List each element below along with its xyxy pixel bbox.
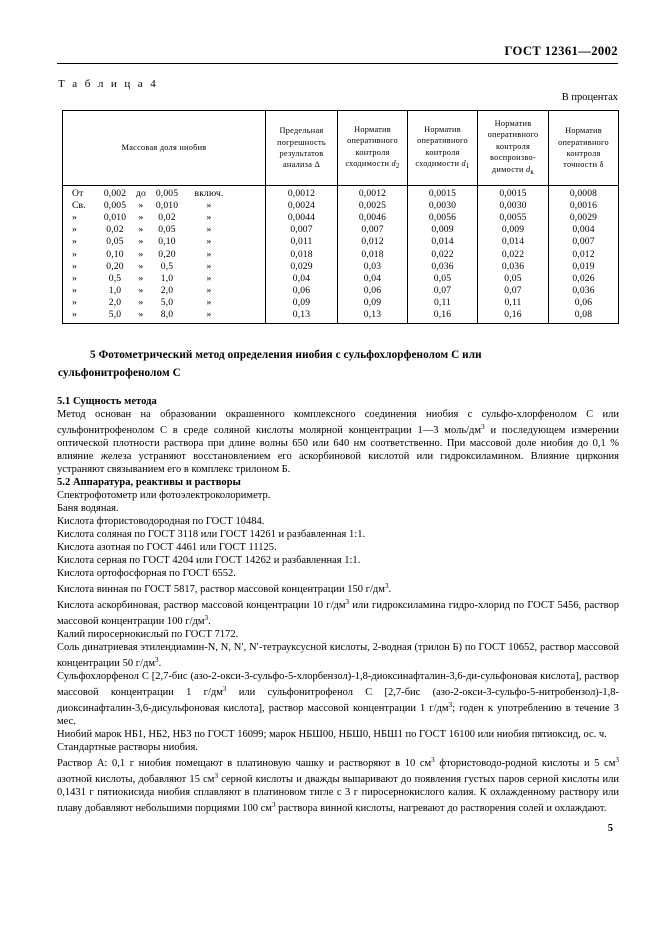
range-part: 8,0 <box>160 308 174 320</box>
range-part: » <box>206 212 212 224</box>
cell-repeatability-d1: 0,16 <box>408 309 478 324</box>
cell-repeatability-d2: 0,0025 <box>338 200 408 212</box>
range-part: » <box>138 212 144 224</box>
table-row <box>63 309 619 324</box>
reagent-line-1: Баня водяная. <box>57 503 119 515</box>
reagent-line-4: Кислота азотная по ГОСТ 4461 или ГОСТ 11125. <box>57 542 277 554</box>
cell-repeatability-d2: 0,09 <box>338 297 408 309</box>
range-part: » <box>72 212 77 224</box>
cell-mass-fraction-range <box>63 273 266 285</box>
cell-mass-fraction-range <box>63 200 266 212</box>
cell-mass-fraction-range <box>63 297 266 309</box>
range-part: » <box>72 260 77 272</box>
cell-repeatability-d2: 0,012 <box>338 236 408 248</box>
cell-repeatability-d2: 0,04 <box>338 273 408 285</box>
table-body <box>63 186 619 324</box>
cell-limit-error: 0,13 <box>266 309 338 324</box>
table-row <box>63 200 619 212</box>
table-row <box>63 212 619 224</box>
cell-limit-error: 0,011 <box>266 236 338 248</box>
cell-mass-fraction-range <box>63 261 266 273</box>
table-row <box>63 261 619 273</box>
paragraph-trilon-b: Соль динатриевая этилендиамин-N, N, N′, N′-тетрауксусной кислоты, 2-водная (трилон Б) по ГОСТ 10652, раствор массовой концентрации 50 $г/дм^3$. <box>57 642 619 670</box>
cell-mass-fraction-range <box>63 212 266 224</box>
range-part: 0,005 <box>103 200 127 212</box>
cell-reproducibility-dk: 0,0015 <box>478 186 549 201</box>
cell-limit-error: 0,04 <box>266 273 338 285</box>
paragraph-tartaric-acid: Кислота винная по ГОСТ 5817, раствор массовой концентрации 150 $г/дм^3$. <box>57 582 392 596</box>
cell-reproducibility-dk: 0,16 <box>478 309 549 324</box>
cell-reproducibility-dk: 0,036 <box>478 261 549 273</box>
cell-repeatability-d1: 0,0056 <box>408 212 478 224</box>
reagent-line-5: Кислота серная по ГОСТ 4204 или ГОСТ 14262 и разбавленная 1:1. <box>57 555 361 567</box>
cell-reproducibility-dk: 0,009 <box>478 224 549 236</box>
reagent-line-2: Кислота фтористоводородная по ГОСТ 10484. <box>57 516 265 528</box>
range-part: 1,0 <box>108 284 122 296</box>
table-caption: Т а б л и ц а 4 <box>58 78 159 90</box>
range-part: » <box>72 248 77 260</box>
reagent-line-3: Кислота соляная по ГОСТ 3118 или ГОСТ 14261 и разбавленная 1:1. <box>57 529 366 541</box>
range-part: 0,005 <box>155 188 179 200</box>
cell-limit-error: 0,09 <box>266 297 338 309</box>
col-header-accuracy: Норматив оперативного контроля точности δ <box>549 111 619 186</box>
reagent-line-6: Кислота ортофосфорная по ГОСТ 6552. <box>57 568 236 580</box>
cell-limit-error: 0,018 <box>266 249 338 261</box>
range-part: От <box>72 188 84 200</box>
range-part: » <box>138 272 144 284</box>
range-part: 5,0 <box>160 296 174 308</box>
cell-accuracy: 0,012 <box>549 249 619 261</box>
cell-repeatability-d1: 0,036 <box>408 261 478 273</box>
range-part: 5,0 <box>108 308 122 320</box>
cell-accuracy: 0,0008 <box>549 186 619 201</box>
range-part: » <box>138 236 144 248</box>
table-row <box>63 236 619 248</box>
subsection-5-2-heading: 5.2 Аппаратура, реактивы и растворы <box>57 477 241 489</box>
cell-repeatability-d2: 0,06 <box>338 285 408 297</box>
cell-mass-fraction-range <box>63 186 266 201</box>
range-part: » <box>138 260 144 272</box>
cell-limit-error: 0,0012 <box>266 186 338 201</box>
range-part: » <box>72 296 77 308</box>
cell-accuracy: 0,036 <box>549 285 619 297</box>
range-part: 0,10 <box>158 236 176 248</box>
table-4 <box>62 110 619 324</box>
cell-mass-fraction-range <box>63 249 266 261</box>
range-part: » <box>138 200 144 212</box>
subsection-5-1-heading: 5.1 Сущность метода <box>57 396 157 407</box>
table-row <box>63 249 619 261</box>
range-part: » <box>138 284 144 296</box>
range-part: » <box>138 308 144 320</box>
range-part: » <box>206 236 212 248</box>
subsection-5-1-paragraph: Метод основан на образовании окрашенного комплексного соединения ниобия с сульфо-хлорфенолом С или сульфонитрофенолом С в среде соляной кислоты молярной концентрации 1—3 моль/$дм^3$ и последующем измерении оптической плотности раствора при длине волны 650 или 640 нм соответственно. При массовой доле ниобия до 0,1 % влияние железа устраняют восстановлением его аскорбиновой кислотой или гидроксиламином. Влияние циркония устраняют связыванием его в комплекс трилоном Б. <box>57 409 619 476</box>
cell-limit-error: 0,007 <box>266 224 338 236</box>
cell-accuracy: 0,004 <box>549 224 619 236</box>
cell-repeatability-d1: 0,05 <box>408 273 478 285</box>
cell-limit-error: 0,0044 <box>266 212 338 224</box>
cell-accuracy: 0,019 <box>549 261 619 273</box>
cell-accuracy: 0,007 <box>549 236 619 248</box>
cell-limit-error: 0,029 <box>266 261 338 273</box>
range-part: » <box>138 296 144 308</box>
range-part: 2,0 <box>108 296 122 308</box>
paragraph-niobium-grades: Ниобий марок НБ1, НБ2, НБ3 по ГОСТ 16099; марок НБШ00, НБШ0, НБШ1 по ГОСТ 16100 или ниобия пятиоксид, ос. ч. <box>57 729 607 741</box>
section-5-heading-line2: сульфонитрофенолом С <box>58 366 181 379</box>
range-part: » <box>206 272 212 284</box>
cell-repeatability-d2: 0,13 <box>338 309 408 324</box>
range-part: » <box>206 284 212 296</box>
table-row <box>63 285 619 297</box>
col-header-reproducibility-dk: Норматив оперативного контроля воспроизво- димости $d_к$ <box>478 111 549 186</box>
range-part: 0,010 <box>155 200 179 212</box>
cell-mass-fraction-range <box>63 309 266 324</box>
page-header <box>57 42 618 64</box>
range-part: 0,05 <box>158 224 176 236</box>
cell-mass-fraction-range <box>63 285 266 297</box>
range-part: 0,20 <box>106 260 124 272</box>
paragraph-solution-a: Раствор А: 0,1 г ниобия помещают в платиновую чашку и растворяют в 10 $см^3$ фтористоводо-родной кислоты и 5 $см^3$ азотной кислоты, добавляют 15 $см^3$ серной кислоты и дважды выпаривают до появления густых паров серной кислоты или 0,1431 г пятиокисида ниобия сплавляют в платиновом тигле с 3 г пиросернокислого калия. К охлажденному раствору или плаву добавляют небольшими порциями 100 $см^3$ раствора винной кислоты, нагревают до растворения солей и охлаждают. <box>57 756 619 815</box>
range-part: 0,010 <box>103 212 127 224</box>
col-header-limit-error: Предельная погрешность результатов анализа Δ <box>266 111 338 186</box>
range-part: 1,0 <box>160 272 174 284</box>
table-4-wrapper <box>62 110 618 324</box>
cell-accuracy: 0,0016 <box>549 200 619 212</box>
range-part: » <box>206 296 212 308</box>
cell-reproducibility-dk: 0,0030 <box>478 200 549 212</box>
range-part: 0,5 <box>108 272 122 284</box>
cell-limit-error: 0,0024 <box>266 200 338 212</box>
cell-reproducibility-dk: 0,022 <box>478 249 549 261</box>
section-5-body <box>57 395 619 815</box>
col-header-mass-fraction: Массовая доля ниобия <box>63 111 266 186</box>
page-number: 5 <box>607 823 613 834</box>
section-5-heading <box>58 347 620 382</box>
range-part: » <box>206 308 212 320</box>
range-part: » <box>206 200 212 212</box>
cell-repeatability-d1: 0,11 <box>408 297 478 309</box>
col-header-repeatability-d2: Норматив оперативного контроля сходимости $d_2$ <box>338 111 408 186</box>
range-part: » <box>206 248 212 260</box>
cell-repeatability-d2: 0,0046 <box>338 212 408 224</box>
range-part: » <box>72 224 77 236</box>
table-header-row <box>63 111 619 186</box>
range-part: Св. <box>72 200 86 212</box>
cell-reproducibility-dk: 0,11 <box>478 297 549 309</box>
cell-mass-fraction-range <box>63 224 266 236</box>
cell-accuracy: 0,0029 <box>549 212 619 224</box>
range-part: » <box>206 260 212 272</box>
cell-reproducibility-dk: 0,05 <box>478 273 549 285</box>
table-row <box>63 297 619 309</box>
standard-designation: ГОСТ 12361—2002 <box>504 44 618 58</box>
cell-repeatability-d1: 0,0030 <box>408 200 478 212</box>
range-part: » <box>138 224 144 236</box>
cell-repeatability-d1: 0,0015 <box>408 186 478 201</box>
range-part: 0,002 <box>103 188 127 200</box>
cell-repeatability-d1: 0,009 <box>408 224 478 236</box>
range-part: 0,02 <box>106 224 124 236</box>
table-row <box>63 273 619 285</box>
table-row <box>63 224 619 236</box>
range-part: » <box>72 236 77 248</box>
cell-reproducibility-dk: 0,0055 <box>478 212 549 224</box>
range-part: » <box>72 272 77 284</box>
paragraph-standard-solutions: Стандартные растворы ниобия. <box>57 742 198 754</box>
cell-reproducibility-dk: 0,07 <box>478 285 549 297</box>
paragraph-sulfochlorphenol: Сульфохлорфенол С [2,7-бис (азо-2-окси-3-сульфо-5-хлорбензол)-1,8-диоксинафталин-3,6-ди-сульфоновая кислота], раствор массовой концентрации 1 $г/дм^3$ или сульфонитрофенол С [2,7-бис (азо-2-окси-3-сульфо-5-нитробензол)-1,8-диоксинафталин-3,6-дисульфоновая кислота], раствор массовой концентрации 1 $г/дм^3$; годен к употреблению в течение 3 мес. <box>57 671 619 728</box>
cell-mass-fraction-range <box>63 236 266 248</box>
range-part: 0,05 <box>106 236 124 248</box>
table-row <box>63 186 619 201</box>
cell-accuracy: 0,08 <box>549 309 619 324</box>
cell-limit-error: 0,06 <box>266 285 338 297</box>
col-header-repeatability-d1: Норматив оперативного контроля сходимости $d_1$ <box>408 111 478 186</box>
cell-repeatability-d1: 0,014 <box>408 236 478 248</box>
cell-repeatability-d1: 0,022 <box>408 249 478 261</box>
cell-repeatability-d2: 0,007 <box>338 224 408 236</box>
table-units-note: В процентах <box>561 92 618 103</box>
range-part: 0,10 <box>106 248 124 260</box>
range-part: » <box>72 308 77 320</box>
range-part: 0,02 <box>158 212 176 224</box>
range-part: » <box>206 224 212 236</box>
cell-reproducibility-dk: 0,014 <box>478 236 549 248</box>
range-part: » <box>72 284 77 296</box>
range-part: 0,5 <box>160 260 174 272</box>
cell-accuracy: 0,026 <box>549 273 619 285</box>
range-part: 0,20 <box>158 248 176 260</box>
range-part: 2,0 <box>160 284 174 296</box>
cell-repeatability-d2: 0,0012 <box>338 186 408 201</box>
cell-repeatability-d2: 0,03 <box>338 261 408 273</box>
paragraph-potassium-pyrosulfate: Калий пиросернокислый по ГОСТ 7172. <box>57 629 239 641</box>
paragraph-ascorbic-acid: Кислота аскорбиновая, раствор массовой концентрации 10 $г/дм^3$ или гидроксиламина гидро-хлорид по ГОСТ 5456, раствор массовой концентрации 100 $г/дм^3$. <box>57 598 619 628</box>
section-5-heading-line1: 5 Фотометрический метод определения ниобия с сульфохлорфенолом С или <box>90 349 482 361</box>
cell-repeatability-d2: 0,018 <box>338 249 408 261</box>
range-part: до <box>136 188 146 200</box>
cell-repeatability-d1: 0,07 <box>408 285 478 297</box>
cell-accuracy: 0,06 <box>549 297 619 309</box>
reagent-line-0: Спектрофотометр или фотоэлектроколориметр. <box>57 490 271 502</box>
range-part: » <box>138 248 144 260</box>
range-part: включ. <box>194 188 224 200</box>
